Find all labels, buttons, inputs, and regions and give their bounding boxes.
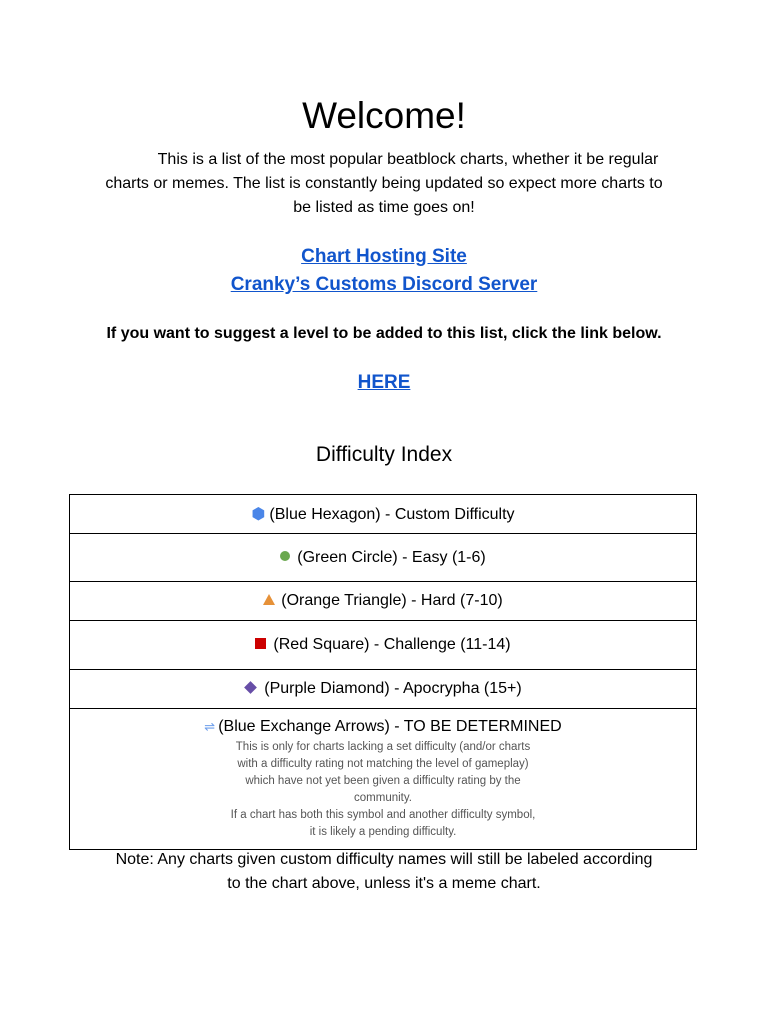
blue-hexagon-icon: ⬢ <box>251 506 266 523</box>
note-paragraph: Note: Any charts given custom difficulty names will still be labeled according to the chart above, unless it's a meme chart. <box>115 851 653 892</box>
difficulty-label: (Blue Exchange Arrows) - TO BE DETERMINED <box>218 718 562 735</box>
table-cell <box>70 582 697 621</box>
tbd-note <box>228 739 538 841</box>
table-cell <box>70 495 697 534</box>
table-row <box>70 670 697 709</box>
table-row <box>70 582 697 621</box>
purple-diamond-icon <box>244 681 257 694</box>
green-circle-icon <box>280 551 290 561</box>
discord-server-link[interactable]: Cranky’s Customs Discord Server <box>230 274 538 295</box>
table-row <box>70 621 697 670</box>
suggest-text: If you want to suggest a level to be added to this list, click the link below. <box>106 325 662 342</box>
page-title: Welcome! <box>302 95 466 136</box>
blue-exchange-arrows-icon: ⇌ <box>204 719 216 734</box>
resource-links <box>0 243 768 299</box>
red-square-icon <box>255 638 266 649</box>
intro-text: This is a list of the most popular beatblock charts, whether it be regular charts or memes. The list is constantly being updated so expect more charts to be listed as time goes on! <box>105 151 663 216</box>
table-cell <box>70 534 697 582</box>
difficulty-label: (Red Square) - Challenge (11-14) <box>273 636 511 653</box>
difficulty-label: (Green Circle) - Easy (1-6) <box>297 548 486 566</box>
tbd-note-text-2: If a chart has both this symbol and another difficulty symbol, it is likely a pending difficulty. <box>230 809 536 838</box>
here-link[interactable]: HERE <box>357 372 411 393</box>
table-cell <box>70 621 697 670</box>
table-cell <box>70 709 697 850</box>
tbd-note-text-1: This is only for charts lacking a set difficulty (and/or charts with a difficulty rating not matching the level of gameplay) which have not yet been given a difficulty rating by the community. <box>235 741 531 804</box>
difficulty-index-heading: Difficulty Index <box>315 443 453 466</box>
chart-hosting-link[interactable]: Chart Hosting Site <box>301 246 467 267</box>
here-link-line <box>0 370 768 396</box>
orange-triangle-icon <box>263 594 275 605</box>
table-row <box>70 709 697 850</box>
difficulty-label: (Blue Hexagon) - Custom Difficulty <box>269 506 515 523</box>
difficulty-index-table <box>69 494 697 850</box>
difficulty-label: (Purple Diamond) - Apocrypha (15+) <box>264 680 522 697</box>
intro-paragraph <box>100 148 668 220</box>
difficulty-label: (Orange Triangle) - Hard (7-10) <box>281 592 503 609</box>
table-cell <box>70 670 697 709</box>
table-row <box>70 495 697 534</box>
tbd-title-line <box>78 717 688 737</box>
table-row <box>70 534 697 582</box>
